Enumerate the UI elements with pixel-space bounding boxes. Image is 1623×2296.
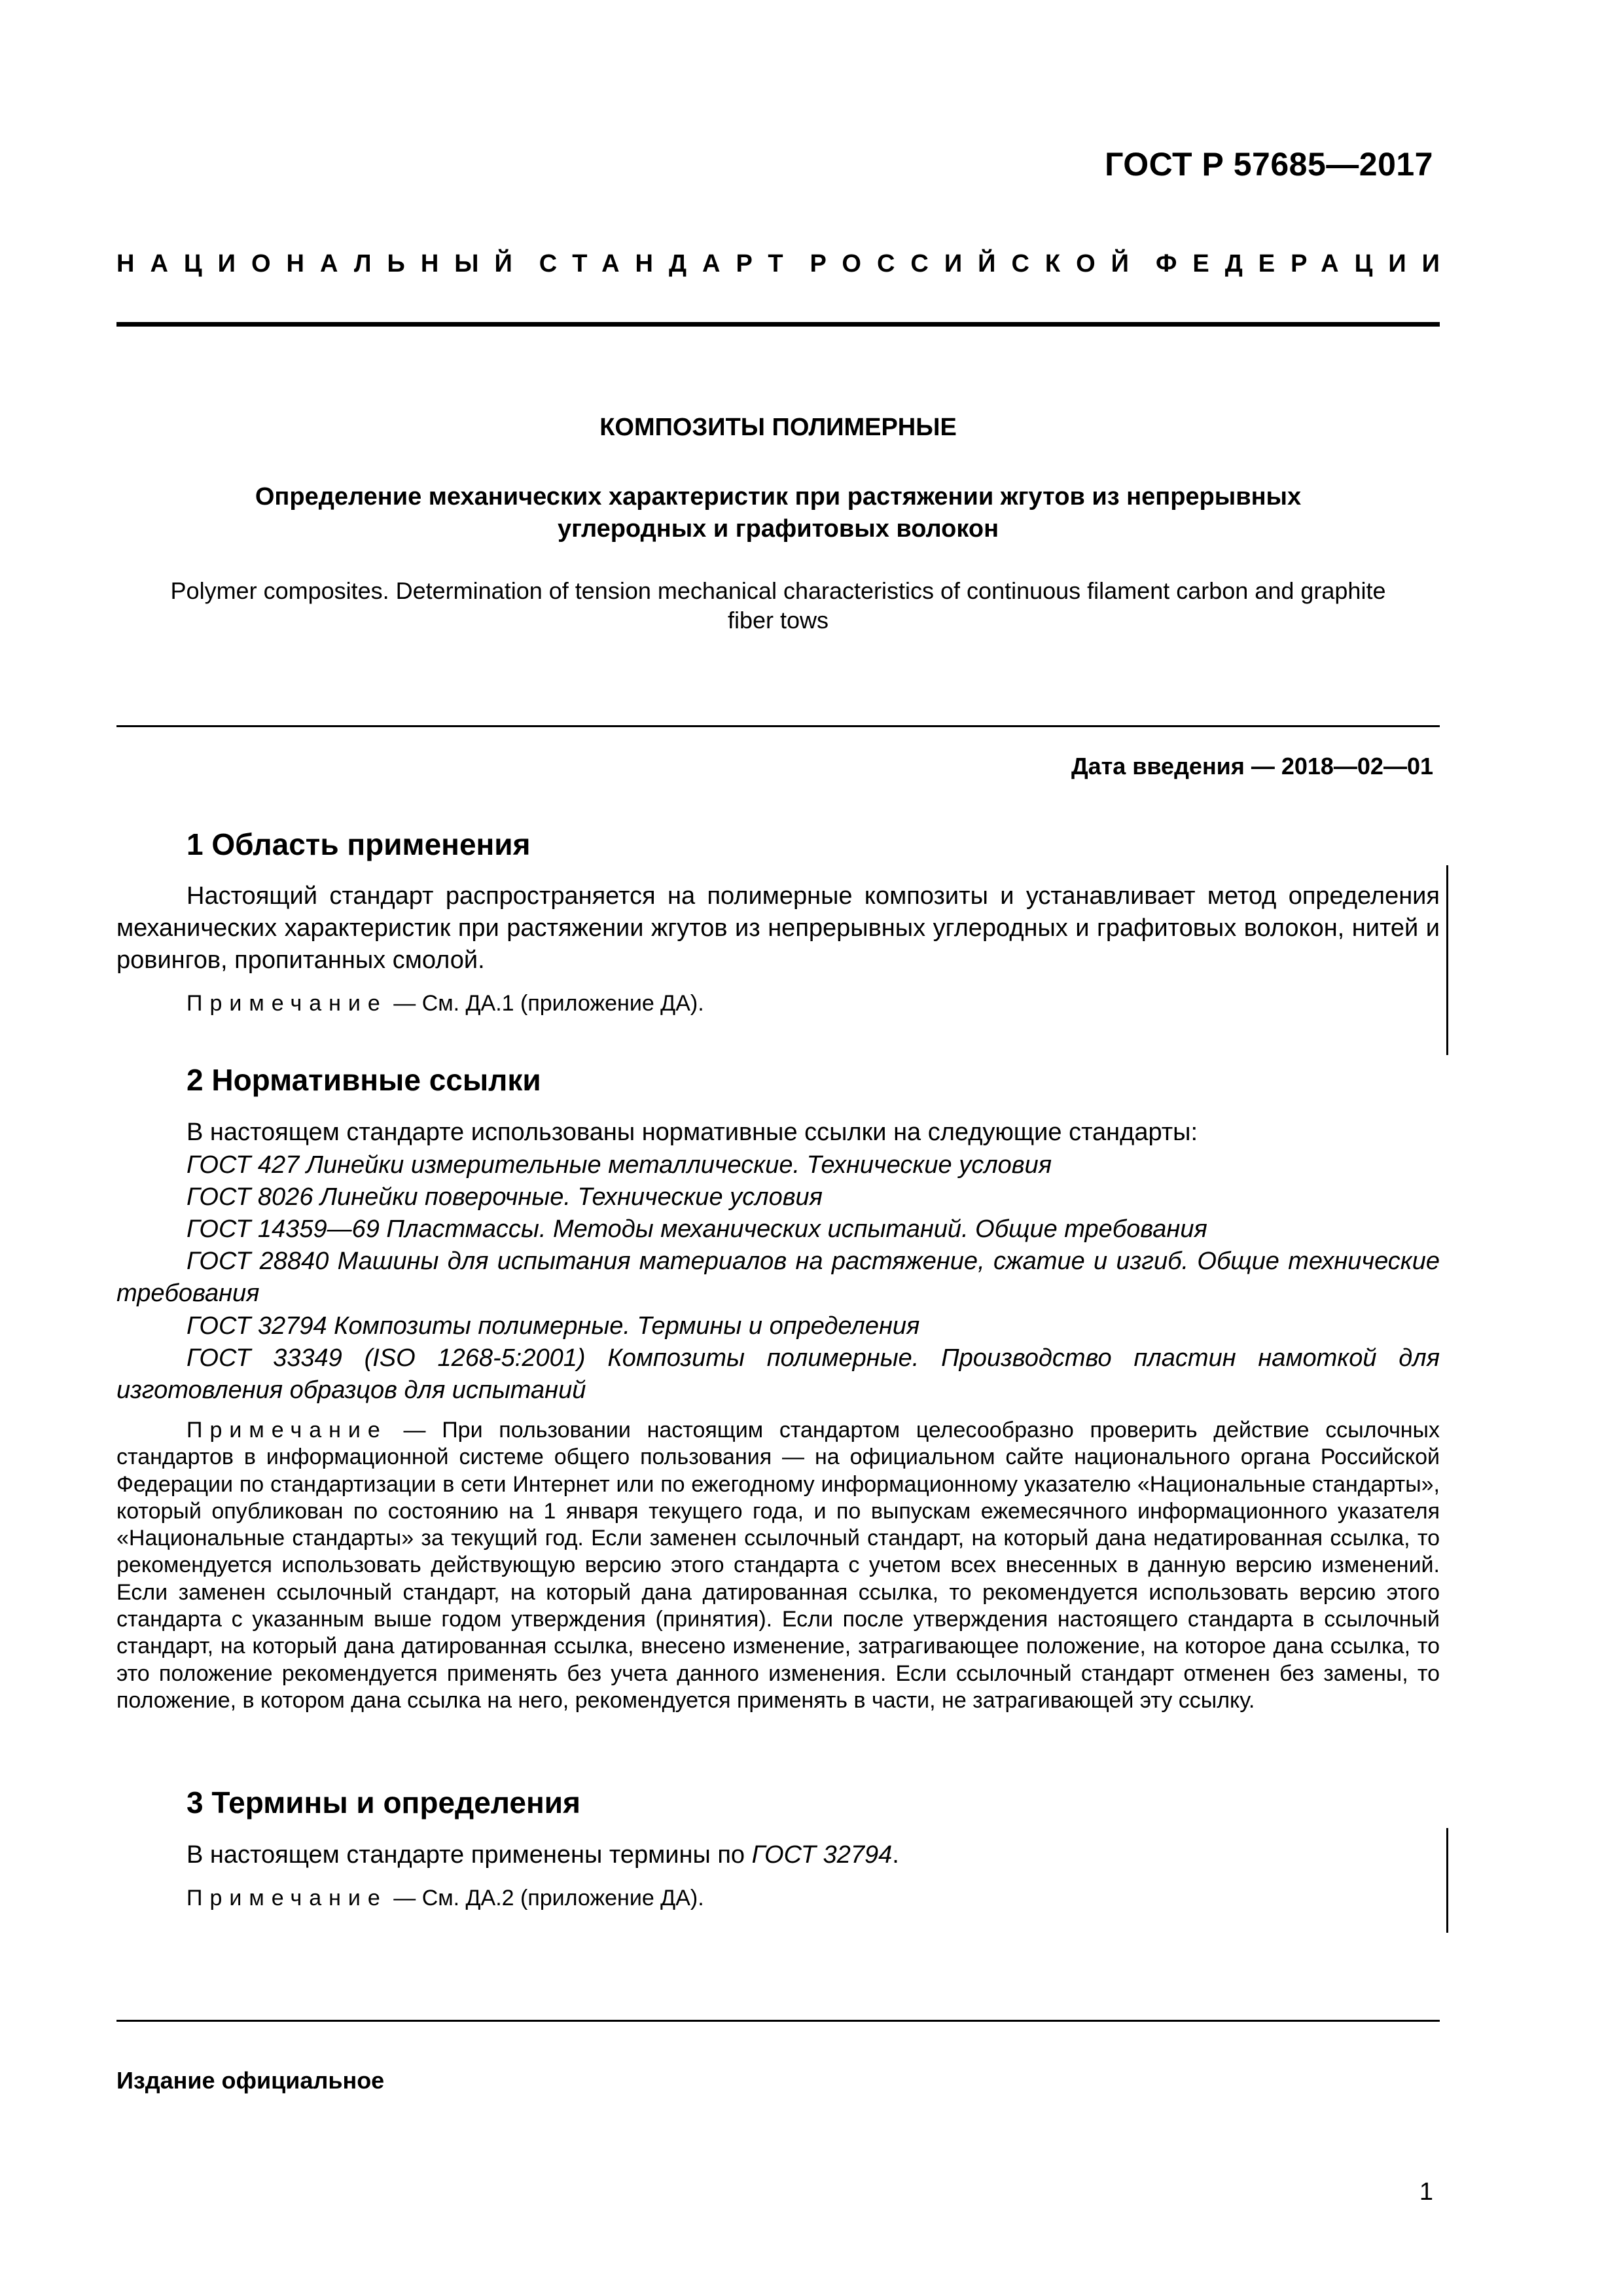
section-heading: 3 Термины и определения xyxy=(187,1785,580,1820)
banner-word: СТАНДАРТ xyxy=(539,250,799,278)
note-label: Примечание xyxy=(187,1886,387,1910)
footer-divider xyxy=(116,2020,1440,2022)
reference-item xyxy=(116,1213,1440,1246)
reference-item xyxy=(116,1149,1440,1181)
reference-text: ГОСТ 28840 Машины для испытания материалов на растяжение, сжатие и изгиб. Общие технические требования xyxy=(116,1247,1440,1307)
reference-link: ГОСТ 32794 xyxy=(751,1841,893,1869)
introduction-date: Дата введения — 2018—02—01 xyxy=(1071,753,1433,780)
note-text: — См. ДА.1 (приложение ДА). xyxy=(393,991,704,1016)
document-subtitle xyxy=(116,481,1440,545)
section-heading: 1 Область применения xyxy=(187,827,531,861)
banner-word: НАЦИОНАЛЬНЫЙ xyxy=(116,250,528,278)
subtitle-line: Определение механических характеристик при растяжении жгутов из непрерывных xyxy=(255,483,1302,511)
reference-item xyxy=(116,1310,1440,1342)
note-label: Примечание xyxy=(187,1418,387,1443)
banner-word: РОССИЙСКОЙ xyxy=(810,250,1145,278)
note xyxy=(116,990,1440,1017)
section-heading: 2 Нормативные ссылки xyxy=(187,1063,541,1097)
paragraph-text: В настоящем стандарте использованы нормативные ссылки на следующие стандарты: xyxy=(187,1119,1198,1146)
reference-text: ГОСТ 32794 Композиты полимерные. Термины и определения xyxy=(187,1312,920,1340)
revision-bar xyxy=(1446,1828,1448,1933)
reference-text: ГОСТ 8026 Линейки поверочные. Технические условия xyxy=(187,1183,823,1211)
title-divider xyxy=(116,725,1440,727)
revision-bar xyxy=(1446,865,1448,1055)
page-number: 1 xyxy=(1419,2178,1433,2206)
document-code: ГОСТ Р 57685—2017 xyxy=(1105,146,1433,183)
paragraph-text: Настоящий стандарт распространяется на полимерные композиты и устанавливает метод определения механических характеристик при растяжении жгутов из непрерывных углеродных и графитовых волокон, нитей и ровингов, пропитанных смолой. xyxy=(116,882,1440,974)
edition-label: Издание официальное xyxy=(116,2067,385,2094)
note xyxy=(116,1885,1440,1912)
paragraph-text: . xyxy=(892,1841,899,1869)
reference-text: ГОСТ 427 Линейки измерительные металлические. Технические условия xyxy=(187,1151,1052,1179)
section-paragraph xyxy=(116,1839,1440,1871)
national-standard-banner xyxy=(116,250,1455,278)
reference-item xyxy=(116,1246,1440,1310)
header-divider xyxy=(116,322,1440,327)
paragraph-text: В настоящем стандарте применены термины по xyxy=(187,1841,752,1869)
note-text: — При пользовании настоящим стандартом целесообразно проверить действие ссылочных стандартов в информационной системе общего пользования — на официальном сайте национального органа Российской Федерации по стандартизации в сети Интернет или по ежегодному информационному указателю «Национальные стандарты», который опубликован по состоянию на 1 января текущего года, и по выпускам ежемесячного информационного указателя «Национальные стандарты» за текущий год. Если заменен ссылочный стандарт, на который дана недатированная ссылка, то рекомендуется использовать действующую версию этого стандарта с учетом всех внесенных в данную версию изменений. Если заменен ссылочный стандарт, на который дана датированная ссылка, то рекомендуется использовать версию этого стандарта с указанным выше годом утверждения (принятия). Если после утверждения настоящего стандарта в ссылочный стандарт, на который дана датированная ссылка, внесено изменение, затрагивающее положение, на которое дана ссылка, то это положение рекомендуется применять без учета данного изменения. Если ссылочный стандарт отменен без замены, то положение, в котором дана ссылка на него, рекомендуется применять в части, не затрагивающей эту ссылку. xyxy=(116,1418,1440,1713)
section-paragraph xyxy=(116,1117,1440,1149)
note-label: Примечание xyxy=(187,991,387,1016)
english-title-line: fiber tows xyxy=(727,607,829,634)
reference-text: ГОСТ 33349 (ISO 1268-5:2001) Композиты полимерные. Производство пластин намоткой для изготовления образцов для испытаний xyxy=(116,1344,1440,1404)
english-title-line: Polymer composites. Determination of tension mechanical characteristics of continuous filament carbon and graphite xyxy=(170,577,1386,604)
section-paragraph xyxy=(116,880,1440,977)
english-title xyxy=(116,576,1440,635)
reference-item xyxy=(116,1181,1440,1213)
subtitle-line: углеродных и графитовых волокон xyxy=(557,515,999,543)
reference-item xyxy=(116,1342,1440,1407)
reference-text: ГОСТ 14359—69 Пластмассы. Методы механических испытаний. Общие требования xyxy=(187,1215,1207,1243)
document-title: КОМПОЗИТЫ ПОЛИМЕРНЫЕ xyxy=(599,414,957,441)
banner-word: ФЕДЕРАЦИИ xyxy=(1155,250,1455,278)
note xyxy=(116,1417,1440,1714)
note-text: — См. ДА.2 (приложение ДА). xyxy=(393,1886,704,1910)
